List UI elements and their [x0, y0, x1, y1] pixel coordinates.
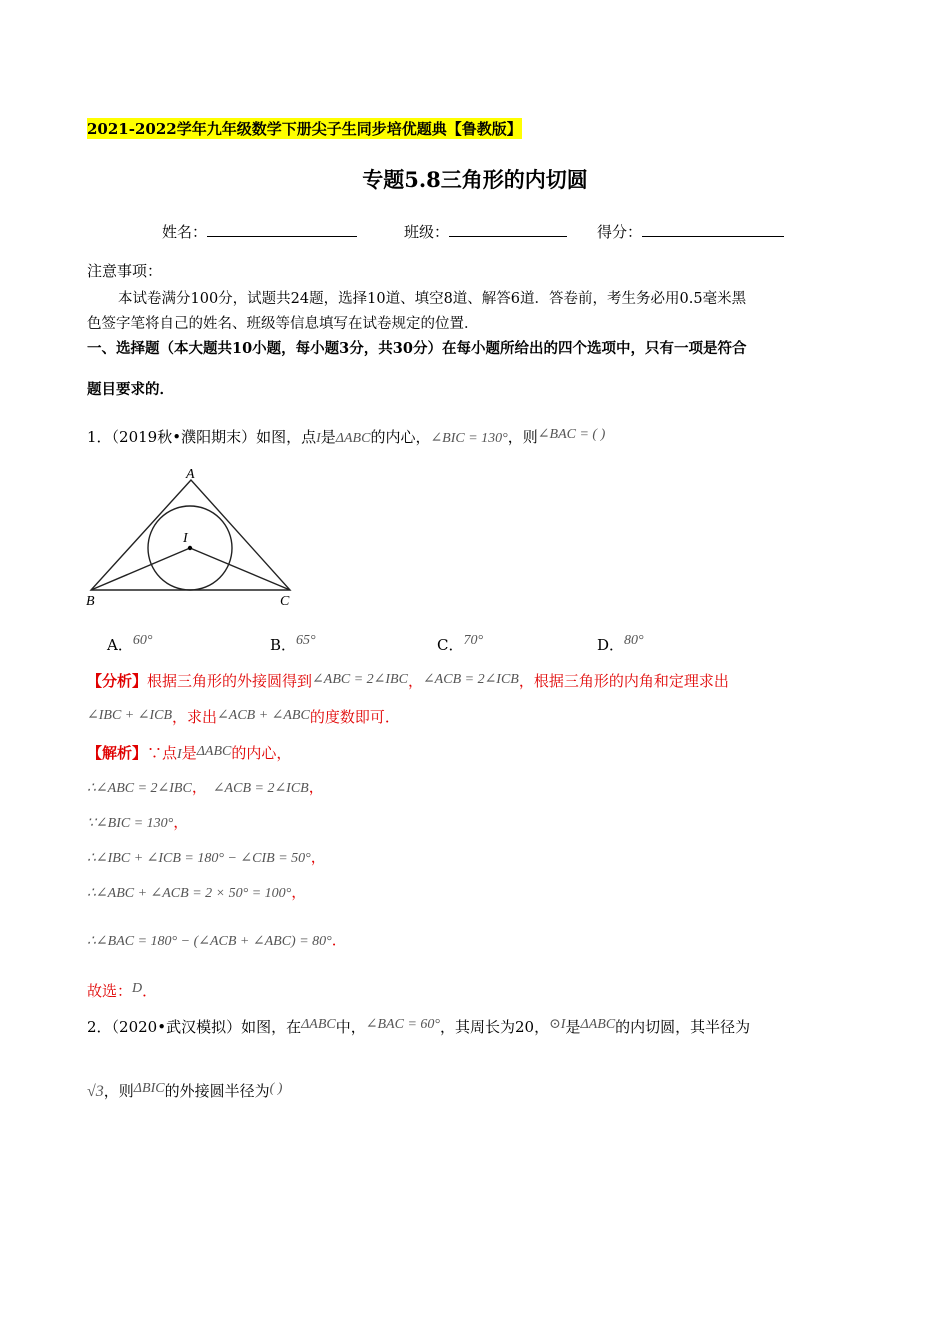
math-expr: ∴∠BAC = 180° − (∠ACB + ∠ABC) = 80° [87, 934, 332, 949]
analysis-line-1 [87, 670, 729, 691]
option-a[interactable] [107, 634, 152, 655]
math-expr: ΔABC [335, 431, 371, 446]
segment-ic [190, 548, 290, 590]
math-expr: ⊙I [549, 1017, 566, 1032]
question-number: 2． [87, 1018, 112, 1036]
analysis-tag: 【分析】 [87, 672, 148, 690]
solution-line-4 [87, 881, 306, 902]
math-expr: ΔABC [301, 1017, 336, 1032]
solution-text: ， [191, 778, 207, 796]
analysis-text: 的度数即可． [309, 708, 400, 726]
solution-line-5 [87, 929, 347, 950]
question-source: （2019秋•濮阳期末）如图，点 [111, 428, 317, 446]
math-expr: I [177, 747, 182, 762]
math-expr: ∴∠ABC + ∠ACB = 2 × 50° = 100° [87, 886, 292, 901]
score-blank [642, 222, 784, 237]
stem-text: 的内心， [370, 428, 431, 446]
option-value: 65° [296, 633, 316, 648]
answer-end: ． [142, 982, 158, 1000]
math-expr: ∠ACB = 2∠ICB [422, 672, 519, 687]
solution-text: ． [331, 931, 347, 949]
stem-text: 是 [565, 1018, 581, 1036]
option-value: 80° [624, 633, 644, 648]
option-value: 60° [132, 633, 153, 648]
notice-line-2: 色签字笔将自己的姓名、班级等信息填写在试卷规定的位置． [87, 316, 479, 332]
option-d[interactable] [597, 634, 644, 655]
sqrt-expr: √3 [87, 1083, 104, 1100]
math-expr: ∴∠ABC = 2∠IBC [87, 781, 192, 796]
incenter-label: I [183, 531, 188, 546]
solution-text: ∵点 [147, 744, 178, 762]
section-heading-line-1: 一、选择题（本大题共10小题，每小题3分，共30分）在每小题所给出的四个选项中，只有一项是符合 [87, 340, 747, 357]
page-title: 专题5.8三角形的内切圆 [362, 167, 588, 192]
answer-line [87, 980, 157, 1001]
triangle-incircle-figure [80, 460, 310, 610]
segment-ib [91, 548, 190, 590]
solution-text: 是 [181, 744, 197, 762]
stem-text: ，其周长为20， [439, 1018, 550, 1036]
math-expr: ∴∠IBC + ∠ICB = 180° − ∠CIB = 50° [87, 851, 311, 866]
name-label: 姓名： [162, 223, 208, 241]
math-expr: I [316, 431, 321, 446]
vertex-label-a: A [186, 467, 195, 482]
question-2-stem-line-2 [87, 1080, 282, 1101]
notice-line-1: 本试卷满分100分，试题共24题，选择10道、填空8道、解答6道．答卷前，考生务必用0.5毫米黑 [118, 291, 747, 307]
analysis-text: 根据三角形的外接圆得到 [147, 672, 313, 690]
solution-text: ， [310, 848, 326, 866]
answer-label: 故选： [87, 982, 133, 1000]
vertex-label-b: B [86, 594, 95, 609]
question-number: 1． [87, 428, 112, 446]
score-field [597, 221, 784, 242]
stem-text: 的外接圆半径为 [164, 1082, 270, 1100]
answer-value: D [132, 981, 143, 996]
math-expr: ∵∠BIC = 130° [87, 816, 174, 831]
score-label: 得分： [597, 223, 643, 241]
option-label: D． [597, 636, 625, 654]
option-label: C． [437, 636, 464, 654]
math-expr: ∠BIC = 130° [430, 431, 508, 446]
option-label: B． [270, 636, 297, 654]
solution-line-1 [87, 776, 324, 797]
analysis-text: ，求出 [172, 708, 218, 726]
stem-text: 是 [320, 428, 336, 446]
class-label: 班级： [404, 223, 450, 241]
math-expr: ΔBIC [133, 1081, 165, 1096]
question-2-stem-line-1 [87, 1016, 750, 1037]
triangle-abc [91, 480, 290, 590]
solution-line-3 [87, 846, 326, 867]
section-heading-line-2: 题目要求的． [87, 381, 174, 398]
name-field [162, 221, 357, 242]
math-expr: ∠ACB + ∠ABC [217, 708, 310, 723]
analysis-text: ， [407, 672, 423, 690]
incenter-point [188, 546, 192, 550]
name-blank [207, 222, 357, 237]
header-banner: 2021-2022学年九年级数学下册尖子生同步培优题典【鲁教版】 [87, 120, 522, 138]
option-label: A． [107, 636, 133, 654]
option-c[interactable] [437, 634, 483, 655]
solution-text: ， [308, 778, 324, 796]
solution-line-2 [87, 811, 188, 832]
solution-tag: 【解析】 [87, 744, 148, 762]
question-1-stem [87, 426, 605, 447]
solution-text: 的内心， [231, 744, 292, 762]
question-source: （2020•武汉模拟）如图，在 [111, 1018, 302, 1036]
math-expr: ∠IBC + ∠ICB [87, 708, 173, 723]
solution-text: ， [173, 813, 189, 831]
math-expr: ∠ACB = 2∠ICB [212, 781, 309, 796]
math-expr: ∠ABC = 2∠IBC [312, 672, 408, 687]
notice-heading: 注意事项： [87, 262, 163, 280]
solution-text: ， [291, 883, 307, 901]
option-value: 70° [463, 633, 484, 648]
option-b[interactable] [270, 634, 316, 655]
analysis-text: ，根据三角形的内角和定理求出 [518, 672, 729, 690]
math-expr: ∠BAC = 60° [365, 1017, 440, 1032]
stem-text: ，则 [507, 428, 538, 446]
math-expr: ΔABC [196, 744, 232, 759]
class-blank [449, 222, 567, 237]
stem-text: 的内切圆，其半径为 [615, 1018, 751, 1036]
stem-text: ，则 [103, 1082, 134, 1100]
class-field [404, 221, 567, 242]
solution-line-0 [87, 742, 291, 763]
math-expr: ∠BAC = ( ) [537, 427, 606, 442]
math-expr: ΔABC [580, 1017, 616, 1032]
stem-text: 中， [335, 1018, 366, 1036]
math-expr: ( ) [269, 1081, 283, 1096]
vertex-label-c: C [280, 594, 290, 609]
analysis-line-2 [87, 706, 400, 727]
